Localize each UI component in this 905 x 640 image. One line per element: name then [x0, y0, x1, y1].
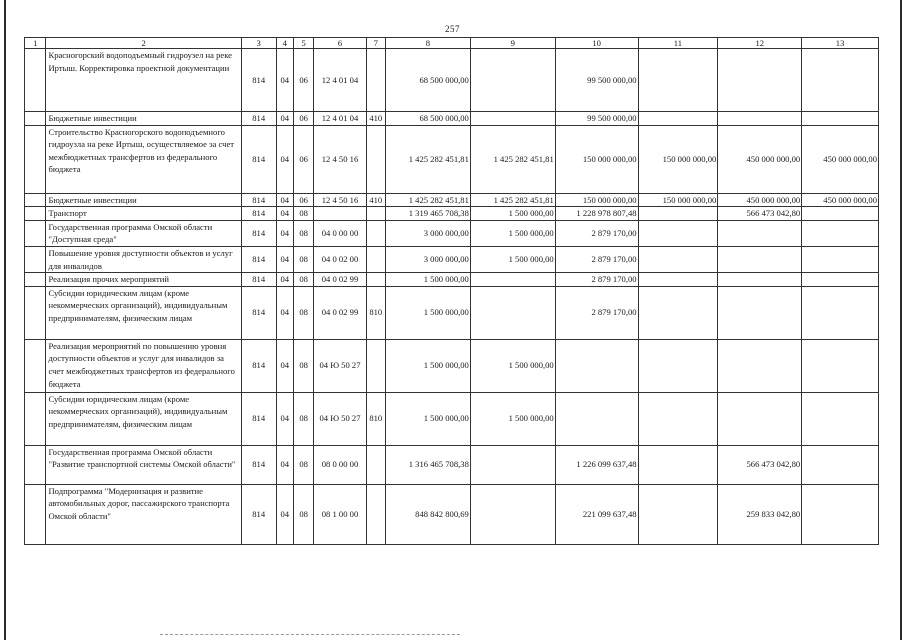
table-cell-4: 04: [276, 286, 293, 339]
table-cell-1: [25, 246, 46, 272]
table-cell-5: 08: [293, 392, 313, 445]
table-cell-3: 814: [241, 339, 276, 392]
table-cell-6: 12 4 50 16: [314, 193, 366, 207]
header-cell-8: 8: [385, 38, 470, 49]
table-cell-11: [638, 220, 718, 246]
table-cell-3: 814: [241, 220, 276, 246]
table-cell-12: [718, 246, 802, 272]
table-cell-13: [802, 484, 879, 544]
table-cell-8: 848 842 800,69: [385, 484, 470, 544]
table-cell-11: [638, 49, 718, 112]
table-cell-10: 1 228 978 807,48: [555, 207, 638, 221]
table-cell-11: [638, 112, 718, 126]
table-cell-1: [25, 49, 46, 112]
row-name-cell: Субсидии юридическим лицам (кроме некоммерческих организаций), индивидуальным предпринимателям, физическим лицам: [46, 392, 241, 445]
table-cell-3: 814: [241, 246, 276, 272]
table-cell-1: [25, 392, 46, 445]
table-cell-10: 1 226 099 637,48: [555, 445, 638, 484]
table-cell-8: 1 316 465 708,38: [385, 445, 470, 484]
table-cell-13: 450 000 000,00: [802, 193, 879, 207]
header-cell-13: 13: [802, 38, 879, 49]
table-cell-13: [802, 220, 879, 246]
table-cell-1: [25, 125, 46, 193]
table-cell-4: 04: [276, 207, 293, 221]
table-cell-10: 99 500 000,00: [555, 112, 638, 126]
table-cell-10: 221 099 637,48: [555, 484, 638, 544]
table-cell-12: 566 473 042,80: [718, 207, 802, 221]
table-cell-5: 08: [293, 273, 313, 287]
table-cell-5: 08: [293, 445, 313, 484]
table-cell-8: 1 500 000,00: [385, 339, 470, 392]
table-cell-9: 1 500 000,00: [470, 207, 555, 221]
table-cell-5: 08: [293, 207, 313, 221]
header-cell-2: 2: [46, 38, 241, 49]
table-cell-12: [718, 220, 802, 246]
table-cell-7: [366, 220, 385, 246]
table-cell-10: 150 000 000,00: [555, 193, 638, 207]
table-cell-7: 810: [366, 286, 385, 339]
table-cell-5: 06: [293, 49, 313, 112]
table-cell-3: 814: [241, 484, 276, 544]
table-cell-1: [25, 484, 46, 544]
table-cell-7: [366, 125, 385, 193]
table-cell-3: 814: [241, 112, 276, 126]
table-cell-6: 08 0 00 00: [314, 445, 366, 484]
table-cell-10: 150 000 000,00: [555, 125, 638, 193]
table-cell-10: 2 879 170,00: [555, 246, 638, 272]
table-cell-7: [366, 339, 385, 392]
table-cell-8: 1 319 465 708,38: [385, 207, 470, 221]
table-cell-7: [366, 246, 385, 272]
scan-edge-right: [900, 0, 902, 640]
table-cell-6: 04 0 02 00: [314, 246, 366, 272]
table-cell-11: [638, 207, 718, 221]
header-cell-12: 12: [718, 38, 802, 49]
table-cell-12: [718, 286, 802, 339]
table-cell-11: [638, 273, 718, 287]
table-cell-12: 259 833 042,80: [718, 484, 802, 544]
header-cell-3: 3: [241, 38, 276, 49]
table-cell-3: 814: [241, 273, 276, 287]
table-cell-9: 1 500 000,00: [470, 246, 555, 272]
table-row: [25, 392, 879, 445]
table-cell-1: [25, 112, 46, 126]
table-cell-9: 1 425 282 451,81: [470, 125, 555, 193]
table-cell-7: [366, 445, 385, 484]
table-row: [25, 484, 879, 544]
table-cell-12: 566 473 042,80: [718, 445, 802, 484]
table-cell-13: [802, 392, 879, 445]
table-cell-13: [802, 273, 879, 287]
table-cell-12: 450 000 000,00: [718, 193, 802, 207]
scan-artifact-line: [160, 634, 460, 636]
table-cell-11: [638, 286, 718, 339]
budget-table-body: [25, 49, 879, 545]
table-cell-3: 814: [241, 125, 276, 193]
table-cell-8: 1 425 282 451,81: [385, 193, 470, 207]
table-cell-4: 04: [276, 392, 293, 445]
header-cell-6: 6: [314, 38, 366, 49]
table-cell-3: 814: [241, 445, 276, 484]
table-cell-4: 04: [276, 339, 293, 392]
table-row: [25, 125, 879, 193]
table-cell-8: 1 500 000,00: [385, 273, 470, 287]
table-cell-1: [25, 220, 46, 246]
table-cell-9: 1 425 282 451,81: [470, 193, 555, 207]
table-row: [25, 273, 879, 287]
table-cell-5: 08: [293, 286, 313, 339]
table-cell-13: [802, 339, 879, 392]
row-name-cell: Субсидии юридическим лицам (кроме некоммерческих организаций), индивидуальным предпринимателям, физическим лицам: [46, 286, 241, 339]
table-cell-7: 410: [366, 112, 385, 126]
row-name-cell: Транспорт: [46, 207, 241, 221]
table-cell-11: 150 000 000,00: [638, 193, 718, 207]
table-cell-10: 99 500 000,00: [555, 49, 638, 112]
row-name-cell: Бюджетные инвестиции: [46, 193, 241, 207]
table-cell-12: 450 000 000,00: [718, 125, 802, 193]
table-cell-10: 2 879 170,00: [555, 286, 638, 339]
table-cell-9: [470, 484, 555, 544]
table-cell-8: 1 500 000,00: [385, 286, 470, 339]
table-cell-6: 04 0 00 00: [314, 220, 366, 246]
table-cell-6: 04 0 02 99: [314, 273, 366, 287]
table-cell-13: 450 000 000,00: [802, 125, 879, 193]
table-cell-1: [25, 193, 46, 207]
header-cell-1: 1: [25, 38, 46, 49]
table-cell-11: [638, 392, 718, 445]
header-cell-4: 4: [276, 38, 293, 49]
row-name-cell: Реализация мероприятий по повышению уровня доступности объектов и услуг для инвалидов за счет межбюджетных трансфертов из федерального бюджета: [46, 339, 241, 392]
table-cell-9: 1 500 000,00: [470, 220, 555, 246]
table-cell-4: 04: [276, 484, 293, 544]
table-cell-4: 04: [276, 112, 293, 126]
header-cell-10: 10: [555, 38, 638, 49]
header-cell-7: 7: [366, 38, 385, 49]
row-name-cell: Строительство Красногорского водоподъемного гидроузла на реке Иртыш, осуществляемое за счет межбюджетных трансфертов из федерального бюджета: [46, 125, 241, 193]
table-row: [25, 220, 879, 246]
table-cell-11: 150 000 000,00: [638, 125, 718, 193]
table-cell-4: 04: [276, 246, 293, 272]
budget-table: [24, 37, 879, 545]
table-cell-1: [25, 339, 46, 392]
table-cell-6: 12 4 50 16: [314, 125, 366, 193]
table-cell-6: 12 4 01 04: [314, 112, 366, 126]
table-cell-5: 08: [293, 484, 313, 544]
table-cell-13: [802, 246, 879, 272]
row-name-cell: Государственная программа Омской области "Доступная среда": [46, 220, 241, 246]
table-cell-7: [366, 49, 385, 112]
row-name-cell: Государственная программа Омской области "Развитие транспортной системы Омской области": [46, 445, 241, 484]
table-cell-4: 04: [276, 193, 293, 207]
table-cell-6: 04 0 02 99: [314, 286, 366, 339]
table-cell-10: 2 879 170,00: [555, 273, 638, 287]
table-cell-11: [638, 246, 718, 272]
table-cell-6: [314, 207, 366, 221]
table-cell-10: [555, 392, 638, 445]
table-cell-8: 68 500 000,00: [385, 112, 470, 126]
table-cell-9: 1 500 000,00: [470, 392, 555, 445]
table-cell-6: 12 4 01 04: [314, 49, 366, 112]
table-cell-9: [470, 112, 555, 126]
table-cell-12: [718, 273, 802, 287]
table-cell-5: 08: [293, 339, 313, 392]
table-cell-3: 814: [241, 49, 276, 112]
table-row: [25, 207, 879, 221]
scan-edge-left: [4, 0, 6, 640]
table-row: [25, 193, 879, 207]
table-cell-11: [638, 339, 718, 392]
table-cell-7: 410: [366, 193, 385, 207]
table-cell-13: [802, 445, 879, 484]
table-row: [25, 49, 879, 112]
page-number: 257: [445, 24, 460, 34]
table-cell-9: [470, 49, 555, 112]
table-cell-9: [470, 445, 555, 484]
table-row: [25, 246, 879, 272]
table-cell-9: 1 500 000,00: [470, 339, 555, 392]
header-cell-9: 9: [470, 38, 555, 49]
table-cell-7: 810: [366, 392, 385, 445]
table-cell-12: [718, 49, 802, 112]
table-cell-12: [718, 112, 802, 126]
table-cell-11: [638, 445, 718, 484]
table-cell-6: 04 Ю 50 27: [314, 339, 366, 392]
table-cell-13: [802, 112, 879, 126]
table-cell-12: [718, 392, 802, 445]
table-cell-5: 08: [293, 220, 313, 246]
table-cell-11: [638, 484, 718, 544]
table-row: [25, 339, 879, 392]
table-cell-12: [718, 339, 802, 392]
table-cell-5: 06: [293, 125, 313, 193]
table-cell-8: 68 500 000,00: [385, 49, 470, 112]
table-cell-3: 814: [241, 207, 276, 221]
table-cell-5: 06: [293, 193, 313, 207]
table-cell-4: 04: [276, 49, 293, 112]
table-cell-8: 1 500 000,00: [385, 392, 470, 445]
row-name-cell: Красногорский водоподъемный гидроузел на реке Иртыш. Корректировка проектной документации: [46, 49, 241, 112]
row-name-cell: Бюджетные инвестиции: [46, 112, 241, 126]
header-row: [25, 38, 879, 49]
table-cell-6: 08 1 00 00: [314, 484, 366, 544]
table-row: [25, 445, 879, 484]
table-cell-1: [25, 273, 46, 287]
table-cell-7: [366, 207, 385, 221]
table-cell-1: [25, 286, 46, 339]
table-cell-4: 04: [276, 445, 293, 484]
table-cell-7: [366, 484, 385, 544]
table-cell-4: 04: [276, 273, 293, 287]
table-cell-1: [25, 207, 46, 221]
table-cell-13: [802, 207, 879, 221]
table-cell-3: 814: [241, 193, 276, 207]
table-cell-5: 08: [293, 246, 313, 272]
table-cell-8: 3 000 000,00: [385, 220, 470, 246]
table-cell-4: 04: [276, 125, 293, 193]
row-name-cell: Подпрограмма "Модернизация и развитие автомобильных дорог, пассажирского транспорта Омской области": [46, 484, 241, 544]
table-cell-3: 814: [241, 392, 276, 445]
table-row: [25, 286, 879, 339]
table-cell-4: 04: [276, 220, 293, 246]
table-cell-9: [470, 286, 555, 339]
row-name-cell: Реализация прочих мероприятий: [46, 273, 241, 287]
row-name-cell: Повышение уровня доступности объектов и услуг для инвалидов: [46, 246, 241, 272]
table-cell-13: [802, 286, 879, 339]
table-cell-7: [366, 273, 385, 287]
table-cell-10: 2 879 170,00: [555, 220, 638, 246]
table-cell-13: [802, 49, 879, 112]
header-cell-5: 5: [293, 38, 313, 49]
table-cell-6: 04 Ю 50 27: [314, 392, 366, 445]
header-cell-11: 11: [638, 38, 718, 49]
table-cell-10: [555, 339, 638, 392]
table-cell-1: [25, 445, 46, 484]
table-cell-8: 3 000 000,00: [385, 246, 470, 272]
table-row: [25, 112, 879, 126]
table-cell-8: 1 425 282 451,81: [385, 125, 470, 193]
table-cell-5: 06: [293, 112, 313, 126]
table-cell-9: [470, 273, 555, 287]
table-cell-3: 814: [241, 286, 276, 339]
